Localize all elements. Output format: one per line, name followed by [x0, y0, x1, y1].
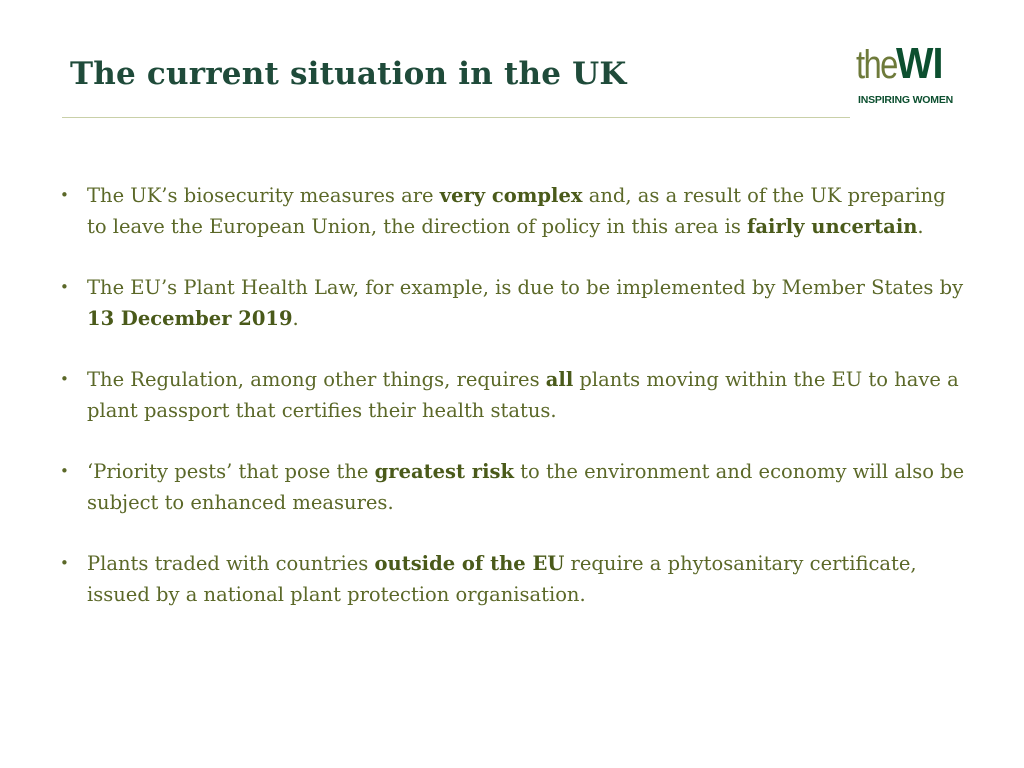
logo-word-wi: WI	[895, 39, 943, 88]
bullet-text: The EU’s Plant Health Law, for example, is due to be implemented by Member States by	[87, 276, 964, 299]
the-wi-logo	[850, 39, 962, 118]
logo-wordmark	[856, 39, 947, 88]
bullet-emphasis: all	[545, 368, 574, 391]
logo-word-the: the	[856, 43, 897, 87]
bullet-item-biosecurity	[60, 180, 965, 242]
bullet-item-plant-health-law	[60, 272, 965, 334]
bullet-emphasis: greatest risk	[374, 460, 514, 483]
bullet-text: require a phytosanitary certificate, issued by a national plant protection organisation.	[87, 552, 917, 606]
bullet-emphasis: 13 December 2019	[87, 307, 293, 330]
page-title: The current situation in the UK	[70, 56, 627, 92]
bullet-item-third-country-trade	[60, 548, 965, 610]
bullet-item-priority-pests	[60, 456, 965, 518]
bullet-emphasis: fairly uncertain	[747, 215, 918, 238]
logo-tagline: INSPIRING WOMEN	[858, 94, 954, 106]
bullet-emphasis: outside of the EU	[374, 552, 565, 575]
bullet-text: plants moving within the EU to have a plant passport that certifies their health status.	[87, 368, 959, 422]
bullet-text: and, as a result of the UK preparing to leave the European Union, the direction of policy in this area is	[87, 184, 946, 238]
bullet-text: Plants traded with countries	[87, 552, 375, 575]
bullet-text: The UK’s biosecurity measures are	[87, 184, 440, 207]
bullet-text: The Regulation, among other things, requires	[87, 368, 546, 391]
bullet-text: ‘Priority pests’ that pose the	[87, 460, 375, 483]
bullet-text: .	[292, 307, 299, 330]
bullet-text: to the environment and economy will also be subject to enhanced measures.	[87, 460, 965, 514]
bullet-item-regulation	[60, 364, 965, 426]
bullet-list	[60, 180, 965, 640]
bullet-emphasis: very complex	[439, 184, 583, 207]
title-divider	[62, 117, 962, 118]
bullet-text: .	[917, 215, 924, 238]
